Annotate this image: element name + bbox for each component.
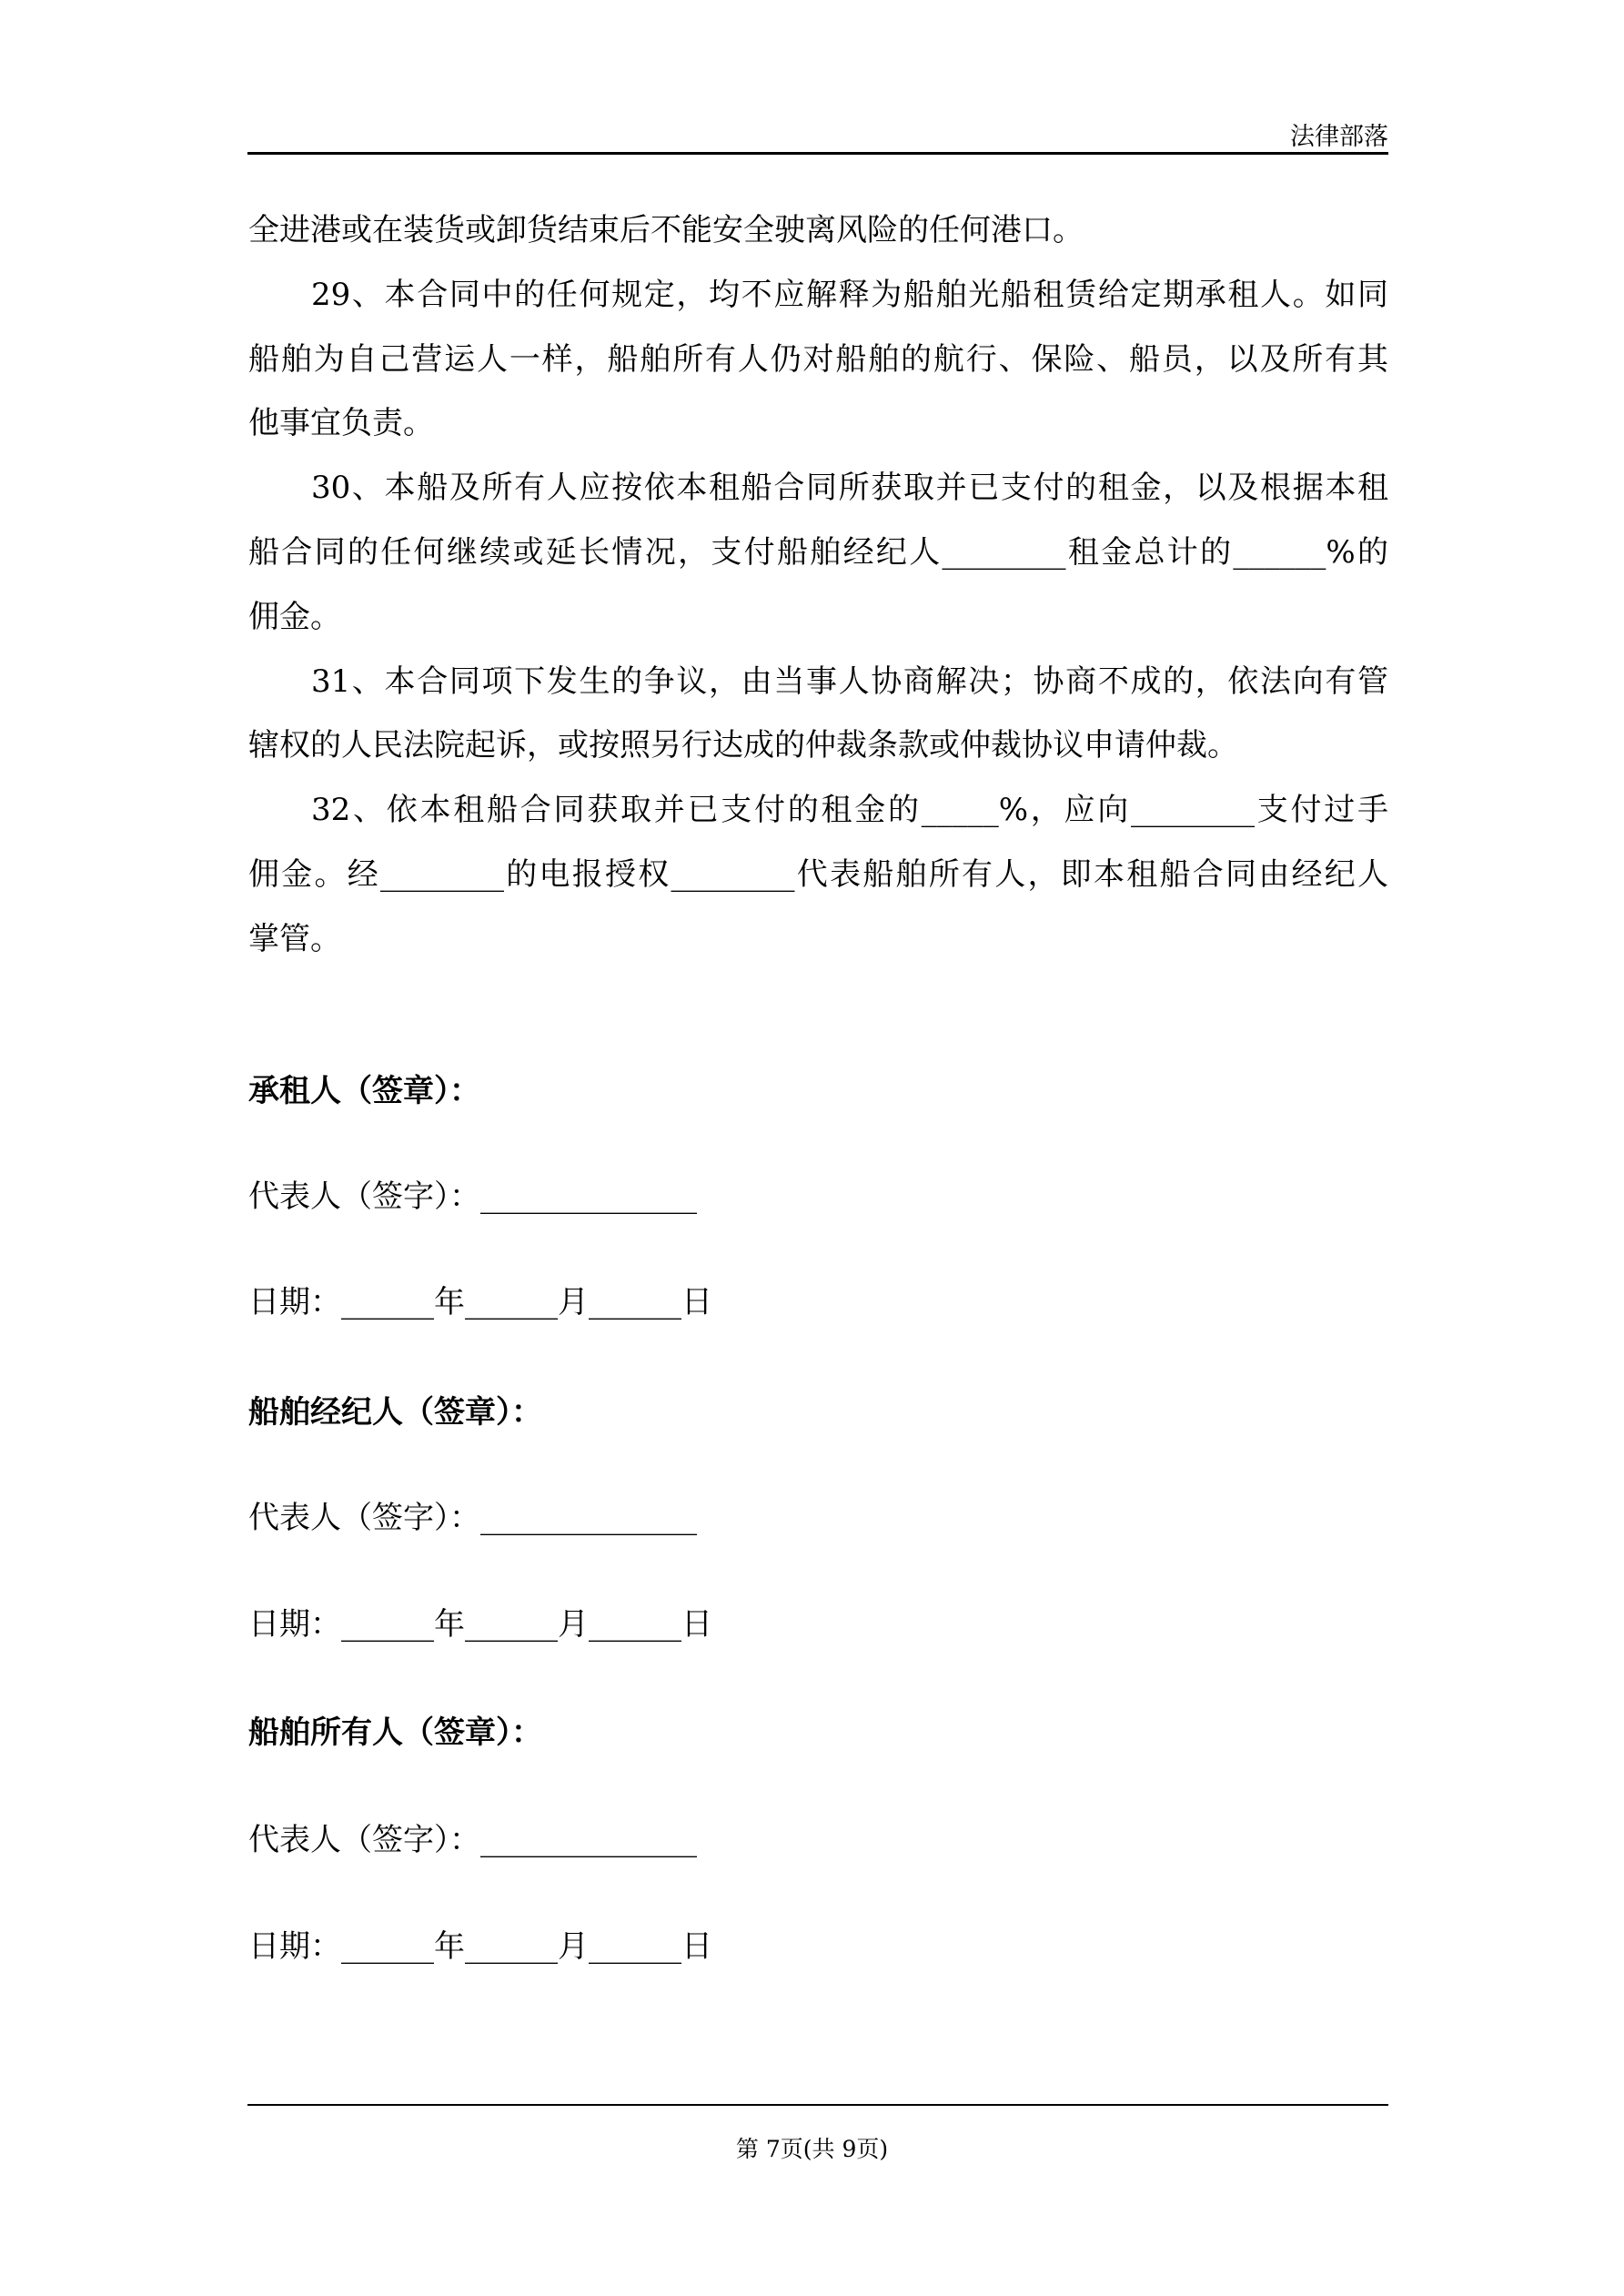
signature-date-broker: 日期：______年______月______日 (248, 1606, 712, 1643)
paragraph (248, 778, 1388, 971)
paragraph-line: 29、本合同中的任何规定，均不应解释为船舶光船租赁给定期承租人。如同 (311, 276, 1388, 313)
signature-rep-lessee: 代表人（签字）：______________ (248, 1178, 697, 1215)
paragraph-line: 全进港或在装货或卸货结束后不能安全驶离风险的任何港口。 (248, 212, 1084, 248)
document-body (248, 198, 1388, 972)
paragraph-line: 船合同的任何继续或延长情况，支付船舶经纪人________租金总计的______%的 (248, 533, 1388, 571)
paragraph-line: 佣金。经________的电报授权________代表船舶所有人，即本租船合同由经纪人 (248, 855, 1388, 893)
paragraph (248, 263, 1388, 456)
paragraph-line: 31、本合同项下发生的争议，由当事人协商解决；协商不成的，依法向有管 (311, 663, 1388, 700)
signature-rep-owner: 代表人（签字）：______________ (248, 1822, 697, 1858)
paragraph (248, 456, 1388, 649)
paragraph (248, 650, 1388, 779)
paragraph (248, 198, 1388, 263)
paragraph-line: 掌管。 (248, 920, 341, 957)
footer-divider (247, 2104, 1388, 2106)
signature-party-lessee: 承租人（签章）： (248, 1073, 480, 1109)
paragraph-line: 佣金。 (248, 598, 341, 635)
signature-party-owner: 船舶所有人（签章）： (248, 1714, 542, 1751)
paragraph-line: 30、本船及所有人应按依本租船合同所获取并已支付的租金，以及根据本租 (311, 470, 1388, 507)
header-divider (247, 152, 1388, 155)
signature-date-owner: 日期：______年______月______日 (248, 1928, 712, 1965)
header-title: 法律部落 (1290, 123, 1388, 151)
paragraph-line: 32、依本租船合同获取并已支付的租金的_____%，应向________支付过手 (311, 792, 1388, 829)
page-number: 第 7页(共 9页) (735, 2136, 889, 2162)
paragraph-line: 他事宜负责。 (248, 405, 434, 442)
paragraph-line: 船舶为自己营运人一样，船舶所有人仍对船舶的航行、保险、船员，以及所有其 (248, 340, 1388, 378)
signature-date-lessee: 日期：______年______月______日 (248, 1284, 712, 1320)
signature-rep-broker: 代表人（签字）：______________ (248, 1500, 697, 1536)
paragraph-line: 辖权的人民法院起诉，或按照另行达成的仲裁条款或仲裁协议申请仲裁。 (248, 727, 1238, 764)
signature-party-broker: 船舶经纪人（签章）： (248, 1394, 542, 1431)
